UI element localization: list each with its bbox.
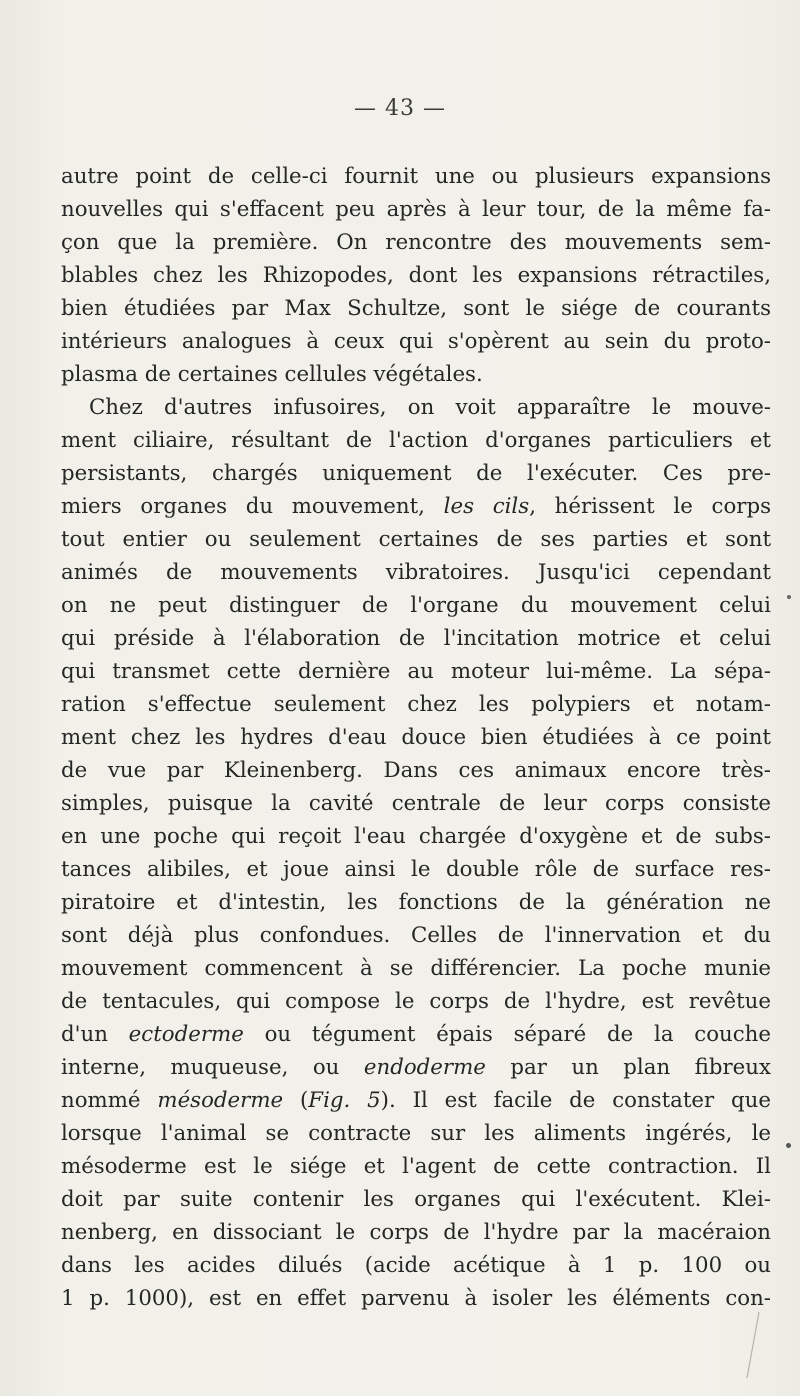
text-line: on ne peut distinguer de l'organe du mouvement celui bbox=[61, 593, 771, 618]
text-line: ment chez les hydres d'eau douce bien étudiées à ce point bbox=[61, 725, 771, 750]
text-line: simples, puisque la cavité centrale de leur corps consiste bbox=[61, 791, 771, 816]
text-line: plasma de certaines cellules végétales. bbox=[61, 362, 483, 387]
text-line: nommé mésoderme (Fig. 5). Il est facile de constater que bbox=[61, 1088, 771, 1113]
text-line: autre point de celle-ci fournit une ou plusieurs expansions bbox=[61, 164, 771, 189]
text-line: miers organes du mouvement, les cils, hérissent le corps bbox=[61, 494, 772, 519]
margin-mark bbox=[786, 1143, 791, 1148]
paragraph-1 bbox=[61, 160, 771, 391]
pencil-mark-icon bbox=[735, 1310, 765, 1380]
text-line: 1 p. 1000), est en effet parvenu à isoler les éléments con- bbox=[61, 1286, 771, 1311]
text-line: d'un ectoderme ou tégument épais séparé de la couche bbox=[61, 1022, 771, 1047]
text-line: de vue par Kleinenberg. Dans ces animaux encore très- bbox=[61, 758, 771, 783]
text-line: tout entier ou seulement certaines de ses parties et sont bbox=[61, 527, 771, 552]
text-line: interne, muqueuse, ou endoderme par un plan fibreux bbox=[61, 1055, 772, 1080]
text-line: nenberg, en dissociant le corps de l'hydre par la macéraion bbox=[61, 1220, 771, 1245]
text-line: Chez d'autres infusoires, on voit apparaître le mouve- bbox=[89, 395, 771, 420]
text-line: nouvelles qui s'effacent peu après à leur tour, de la même fa- bbox=[61, 197, 771, 222]
paragraph-2 bbox=[61, 391, 771, 1315]
text-line: lorsque l'animal se contracte sur les aliments ingérés, le bbox=[61, 1121, 771, 1146]
text-line: qui transmet cette dernière au moteur lui-même. La sépa- bbox=[61, 659, 771, 684]
text-line: intérieurs analogues à ceux qui s'opèrent au sein du proto- bbox=[61, 329, 771, 354]
text-line: tances alibiles, et joue ainsi le double rôle de surface res- bbox=[61, 857, 771, 882]
text-line: çon que la première. On rencontre des mouvements sem- bbox=[61, 230, 771, 255]
body-text bbox=[61, 160, 771, 1315]
text-line: ment ciliaire, résultant de l'action d'organes particuliers et bbox=[61, 428, 771, 453]
text-line: dans les acides dilués (acide acétique à 1 p. 100 ou bbox=[61, 1253, 771, 1278]
text-line: piratoire et d'intestin, les fonctions de la génération ne bbox=[61, 890, 771, 915]
text-line: mésoderme est le siége et l'agent de cette contraction. Il bbox=[61, 1154, 771, 1179]
text-line: sont déjà plus confondues. Celles de l'innervation et du bbox=[61, 923, 771, 948]
page-number: — 43 — bbox=[354, 96, 446, 121]
text-line: mouvement commencent à se différencier. La poche munie bbox=[61, 956, 771, 981]
text-line: animés de mouvements vibratoires. Jusqu'ici cependant bbox=[61, 560, 771, 585]
text-line: bien étudiées par Max Schultze, sont le siége de courants bbox=[61, 296, 771, 321]
text-line: de tentacules, qui compose le corps de l'hydre, est revêtue bbox=[61, 989, 771, 1014]
text-line: en une poche qui reçoit l'eau chargée d'oxygène et de subs- bbox=[61, 824, 771, 849]
text-line: qui préside à l'élaboration de l'incitation motrice et celui bbox=[61, 626, 771, 651]
text-line: blables chez les Rhizopodes, dont les expansions rétractiles, bbox=[61, 263, 771, 288]
text-line: doit par suite contenir les organes qui l'exécutent. Klei- bbox=[61, 1187, 771, 1212]
text-line: ration s'effectue seulement chez les polypiers et notam- bbox=[61, 692, 771, 717]
text-line: persistants, chargés uniquement de l'exécuter. Ces pre- bbox=[61, 461, 771, 486]
margin-mark bbox=[787, 595, 791, 599]
